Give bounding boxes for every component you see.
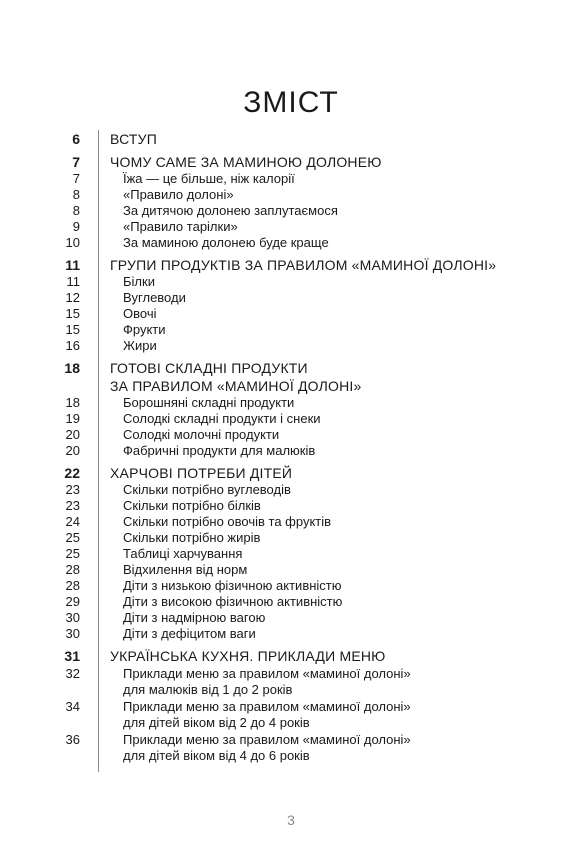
toc-page-number: 9 <box>72 219 80 234</box>
toc-page-number: 7 <box>72 171 80 186</box>
toc-title-line1: ГОТОВІ СКЛАДНІ ПРОДУКТИ <box>110 360 308 376</box>
toc-title: ГРУПИ ПРОДУКТІВ ЗА ПРАВИЛОМ «МАМИНОЇ ДОЛОНІ» <box>110 257 497 273</box>
toc-page-number: 18 <box>64 360 80 376</box>
toc-item[interactable] <box>0 732 582 764</box>
toc-title-line2: для малюків від 1 до 2 років <box>123 682 293 697</box>
toc-page-number: 23 <box>65 482 80 497</box>
toc-title: Фабричні продукти для малюків <box>123 443 316 458</box>
toc-title-line1: Приклади меню за правилом «маминої долоні» <box>123 732 411 747</box>
toc-page-number: 32 <box>65 666 80 681</box>
toc-page-number: 36 <box>65 732 80 747</box>
toc-item[interactable] <box>0 203 582 219</box>
toc-title <box>123 732 411 764</box>
toc-title: Таблиці харчування <box>123 546 243 561</box>
toc-title: За дитячою долонею заплутаємося <box>123 203 338 218</box>
toc-item[interactable] <box>0 546 582 562</box>
toc-item[interactable] <box>0 274 582 290</box>
toc-page-number: 19 <box>65 411 80 426</box>
toc-page-number: 23 <box>65 498 80 513</box>
toc-item[interactable] <box>0 187 582 203</box>
toc-item[interactable] <box>0 427 582 443</box>
toc-page-number: 22 <box>64 465 80 481</box>
toc-title: Діти з надмірною вагою <box>123 610 266 625</box>
toc-title <box>123 699 411 731</box>
toc-title: ХАРЧОВІ ПОТРЕБИ ДІТЕЙ <box>110 465 293 481</box>
toc-title <box>123 666 411 698</box>
toc-page-number: 6 <box>72 131 80 147</box>
toc-page-number: 15 <box>65 322 80 337</box>
toc-title: Овочі <box>123 306 157 321</box>
toc-page-number: 25 <box>65 530 80 545</box>
toc-title: Жири <box>123 338 157 353</box>
toc-section[interactable] <box>0 256 582 274</box>
toc-title: ЧОМУ САМЕ ЗА МАМИНОЮ ДОЛОНЕЮ <box>110 154 382 170</box>
toc-page-number: 31 <box>64 648 80 664</box>
toc-title: УКРАЇНСЬКА КУХНЯ. ПРИКЛАДИ МЕНЮ <box>110 648 386 664</box>
toc-title-line1: Приклади меню за правилом «маминої долоні» <box>123 699 411 714</box>
toc-page-number: 18 <box>65 395 80 410</box>
toc-title-line2: для дітей віком від 2 до 4 років <box>123 715 310 730</box>
table-of-contents <box>0 130 582 764</box>
toc-title <box>110 359 361 395</box>
toc-item[interactable] <box>0 699 582 731</box>
toc-page-number: 20 <box>65 443 80 458</box>
toc-item[interactable] <box>0 235 582 251</box>
toc-item[interactable] <box>0 290 582 306</box>
toc-page-number: 7 <box>72 154 80 170</box>
toc-item[interactable] <box>0 610 582 626</box>
toc-item[interactable] <box>0 594 582 610</box>
toc-item[interactable] <box>0 498 582 514</box>
toc-item[interactable] <box>0 395 582 411</box>
toc-title: За маминою долонею буде краще <box>123 235 329 250</box>
toc-section[interactable] <box>0 130 582 148</box>
toc-page-number: 12 <box>65 290 80 305</box>
toc-item[interactable] <box>0 626 582 642</box>
toc-page-number: 8 <box>72 187 80 202</box>
toc-page-number: 10 <box>65 235 80 250</box>
toc-item[interactable] <box>0 530 582 546</box>
toc-page-number: 29 <box>65 594 80 609</box>
toc-section[interactable] <box>0 464 582 482</box>
page-title: ЗМІСТ <box>243 86 339 119</box>
toc-page-number: 24 <box>65 514 80 529</box>
toc-item[interactable] <box>0 306 582 322</box>
toc-item[interactable] <box>0 322 582 338</box>
toc-page-number: 11 <box>65 257 80 273</box>
toc-title: Діти з низькою фізичною активністю <box>123 578 342 593</box>
toc-title: Скільки потрібно овочів та фруктів <box>123 514 332 529</box>
toc-item[interactable] <box>0 578 582 594</box>
toc-page-number: 28 <box>65 562 80 577</box>
toc-page-number: 11 <box>66 274 80 289</box>
toc-page-number: 15 <box>65 306 80 321</box>
toc-title: «Правило долоні» <box>123 187 234 202</box>
toc-page-number: 34 <box>65 699 80 714</box>
toc-title: Скільки потрібно білків <box>123 498 261 513</box>
toc-title: Діти з дефіцитом ваги <box>123 626 256 641</box>
toc-section[interactable] <box>0 359 582 395</box>
toc-page-number: 25 <box>65 546 80 561</box>
toc-item[interactable] <box>0 514 582 530</box>
toc-title: ВСТУП <box>110 131 158 147</box>
toc-item[interactable] <box>0 482 582 498</box>
toc-section[interactable] <box>0 647 582 665</box>
toc-item[interactable] <box>0 411 582 427</box>
toc-item[interactable] <box>0 443 582 459</box>
toc-title: Скільки потрібно вуглеводів <box>123 482 291 497</box>
toc-title: Солодкі складні продукти і снеки <box>123 411 321 426</box>
toc-title: Їжа — це більше, ніж калорії <box>123 171 295 186</box>
toc-title: Вуглеводи <box>123 290 186 305</box>
toc-page-number: 16 <box>65 338 80 353</box>
toc-page-number: 20 <box>65 427 80 442</box>
toc-title-line2: ЗА ПРАВИЛОМ «МАМИНОЇ ДОЛОНІ» <box>110 378 362 394</box>
toc-title-line2: для дітей віком від 4 до 6 років <box>123 748 310 763</box>
toc-page-number: 30 <box>65 610 80 625</box>
toc-title: «Правило тарілки» <box>123 219 238 234</box>
toc-title: Солодкі молочні продукти <box>123 427 280 442</box>
toc-title: Фрукти <box>123 322 166 337</box>
toc-title: Білки <box>123 274 155 289</box>
toc-title: Борошняні складні продукти <box>123 395 295 410</box>
toc-item[interactable] <box>0 666 582 698</box>
toc-title: Діти з високою фізичною активністю <box>123 594 343 609</box>
toc-item[interactable] <box>0 219 582 235</box>
page-number: 3 <box>287 812 295 828</box>
toc-page-number: 8 <box>72 203 80 218</box>
toc-page-number: 28 <box>65 578 80 593</box>
toc-item[interactable] <box>0 562 582 578</box>
toc-title: Відхилення від норм <box>123 562 248 577</box>
toc-title-line1: Приклади меню за правилом «маминої долоні» <box>123 666 411 681</box>
toc-section[interactable] <box>0 153 582 171</box>
toc-item[interactable] <box>0 171 582 187</box>
toc-title: Скільки потрібно жирів <box>123 530 261 545</box>
toc-page-number: 30 <box>65 626 80 641</box>
toc-item[interactable] <box>0 338 582 354</box>
